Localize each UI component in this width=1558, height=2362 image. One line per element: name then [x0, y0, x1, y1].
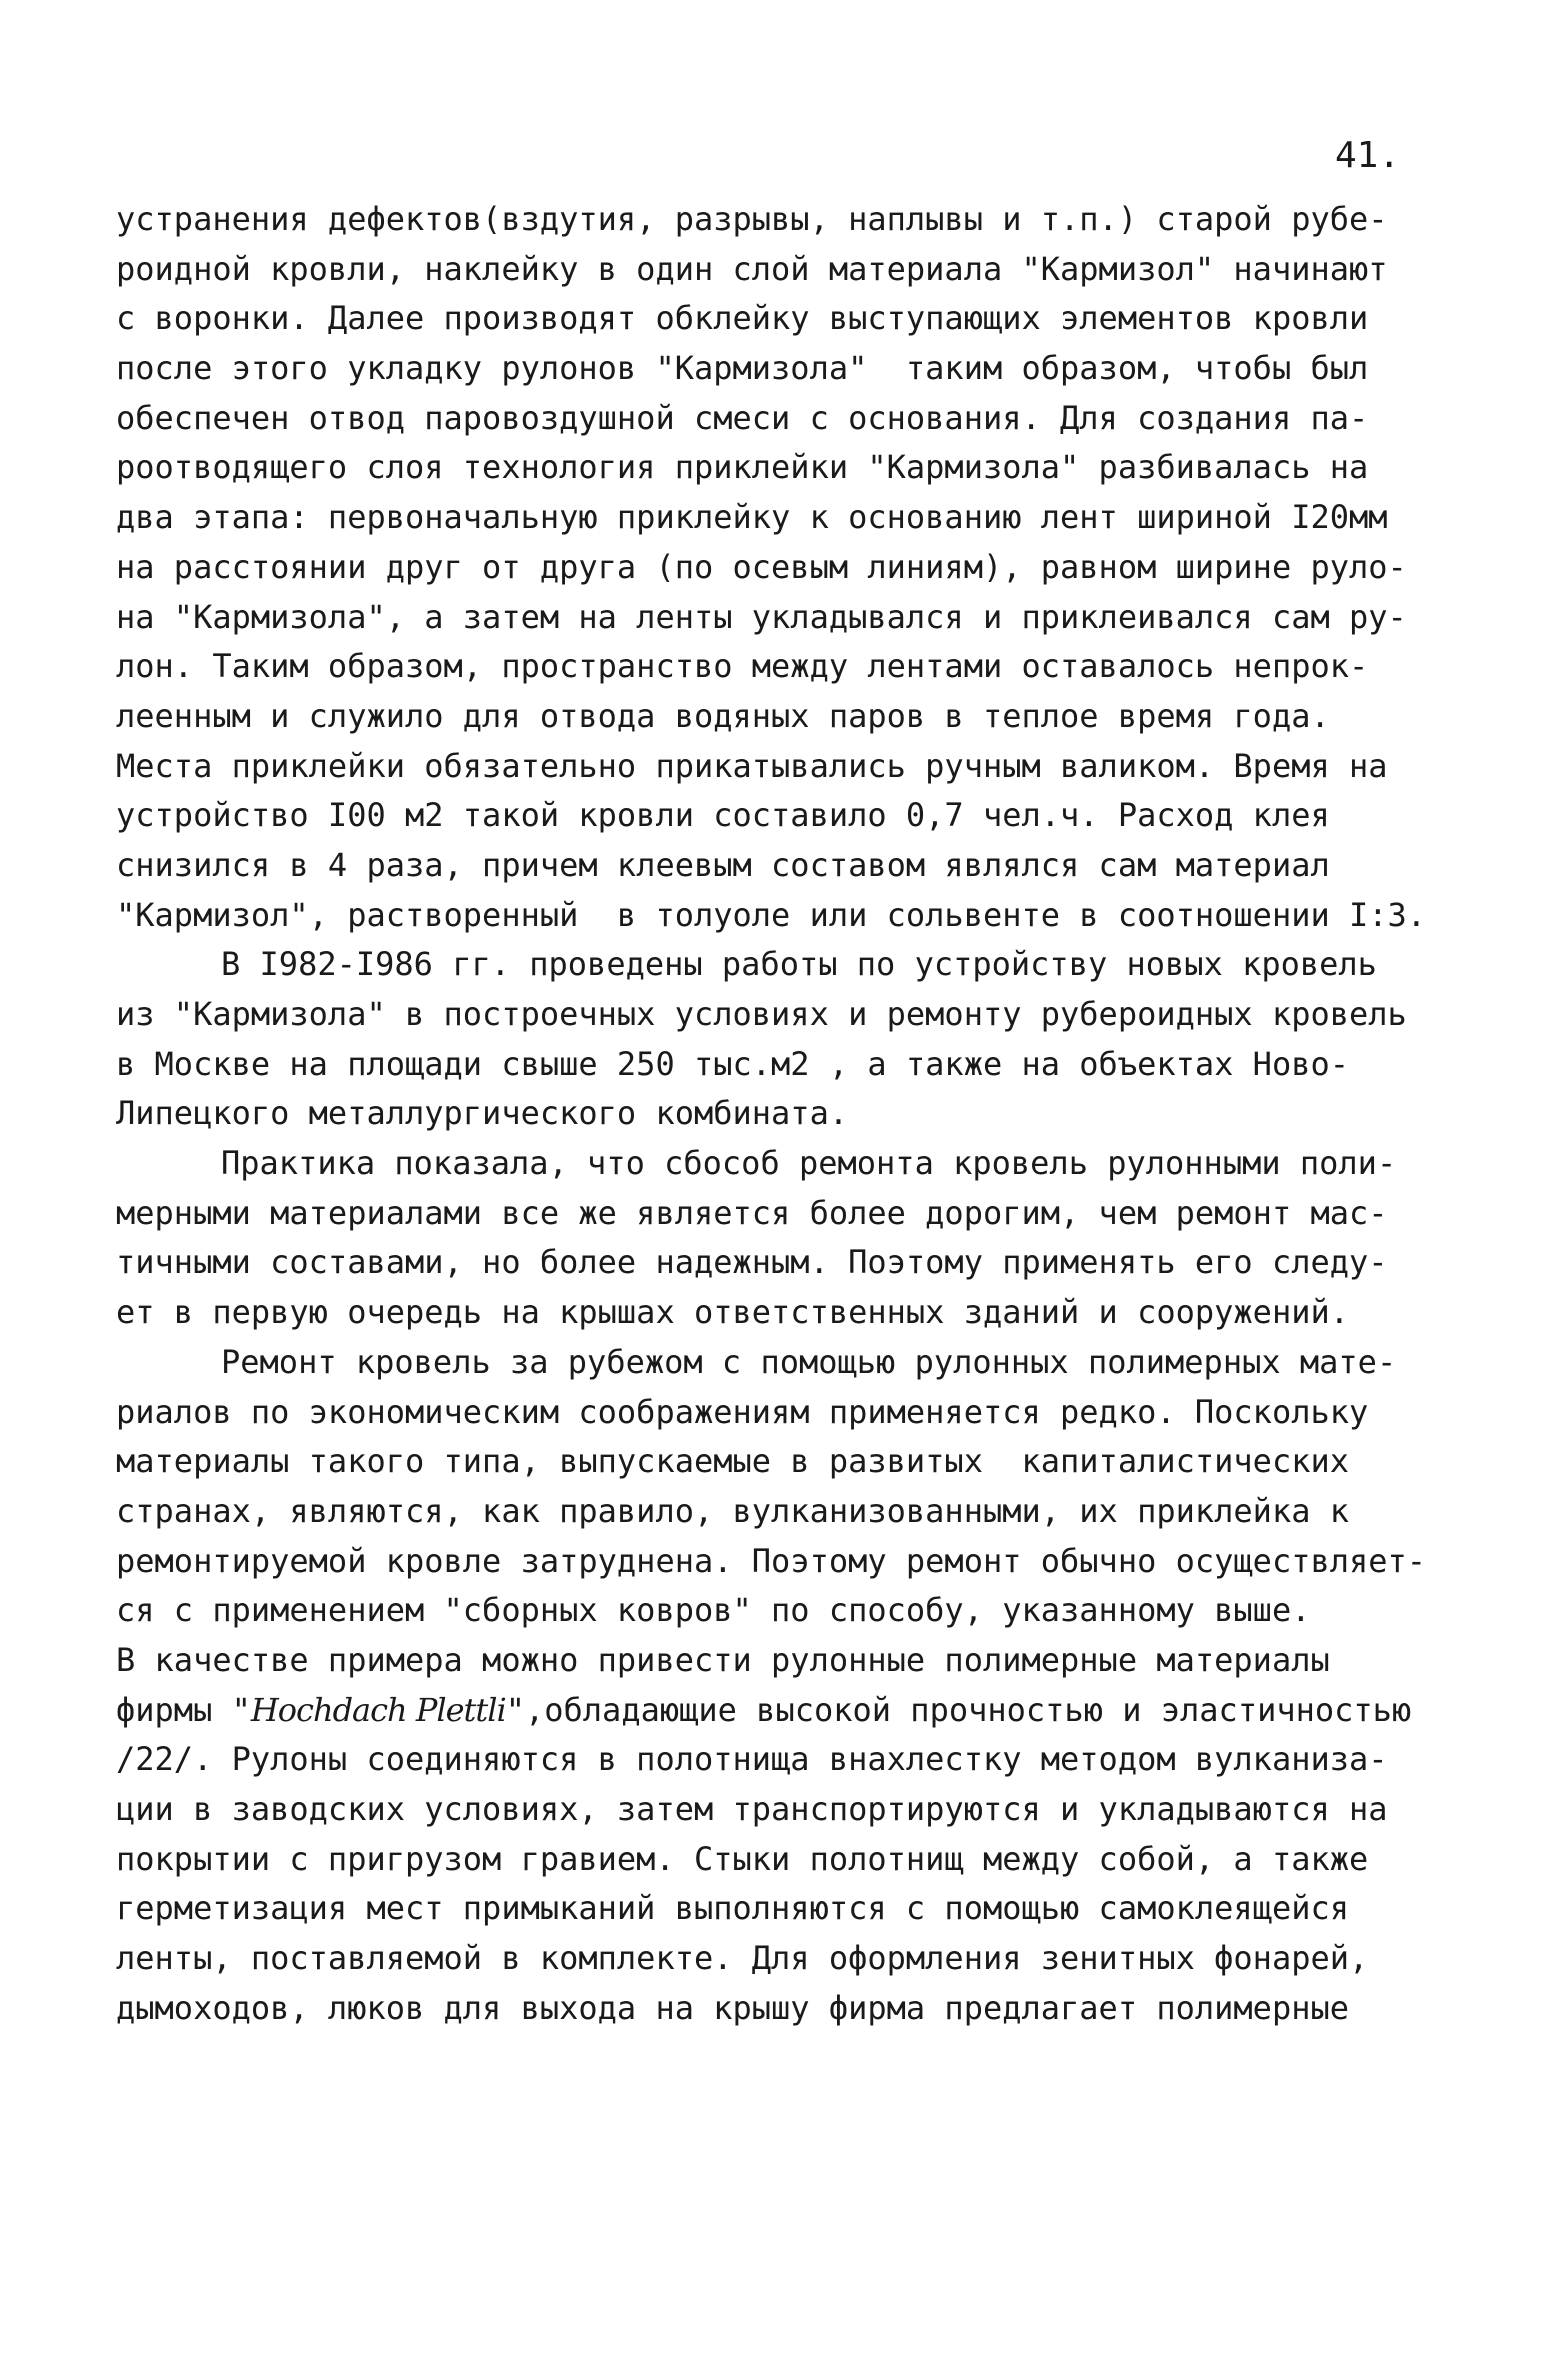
- text-line-content: ленты, поставляемой в комплекте. Для оформления зенитных фонарей,: [116, 1939, 1369, 1978]
- text-line: [116, 1735, 1506, 1785]
- text-line: [116, 543, 1506, 593]
- text-line-content: устройство I00 м2 такой кровли составило 0,7 чел.ч. Расход клея: [116, 796, 1330, 835]
- text-line-content: ции в заводских условиях, затем транспортируются и укладываются на: [116, 1790, 1388, 1828]
- text-line-content: ет в первую очередь на крышах ответственных зданий и сооружений.: [116, 1293, 1349, 1332]
- text-line-content: "Кармизол", растворенный в толуоле или сольвенте в соотношении I:3.: [116, 895, 1427, 934]
- text-line-content: риалов по экономическим соображениям применяется редко. Поскольку: [116, 1392, 1369, 1431]
- text-line-content: на расстоянии друг от друга (по осевым линиям), равном ширине руло-: [116, 547, 1407, 586]
- text-line: [116, 195, 1506, 245]
- text-line-content: дымоходов, люков для выхода на крышу фирма предлагает полимерные: [116, 1988, 1349, 2027]
- text-line: [116, 891, 1506, 941]
- text-line: [116, 742, 1506, 792]
- text-line-content: роотводящего слоя технология приклейки "Кармизола" разбивалась на: [116, 448, 1369, 487]
- text-line: [116, 1835, 1506, 1885]
- body-text: [116, 195, 1506, 2033]
- text-line: [116, 1238, 1506, 1288]
- text-line: [116, 1338, 1506, 1388]
- text-line: [116, 990, 1506, 1040]
- text-line: [116, 493, 1506, 543]
- text-line-content: покрытии с пригрузом гравием. Стыки полотнищ между собой, а также: [116, 1839, 1369, 1878]
- text-line: [116, 940, 1506, 990]
- text-line: [116, 593, 1506, 643]
- text-line: [116, 1437, 1506, 1487]
- text-line-content: леенным и служило для отвода водяных паров в теплое время года.: [116, 696, 1330, 735]
- text-line-content: Практика показала, что сбособ ремонта кровель рулонными поли-: [221, 1144, 1397, 1183]
- text-line-content: странах, являются, как правило, вулканизованными, их приклейка к: [116, 1491, 1349, 1530]
- page-number: 41.: [1335, 135, 1401, 176]
- text-line: [116, 245, 1506, 295]
- text-line: [116, 1288, 1506, 1338]
- text-line-content: фирмы ": [116, 1690, 251, 1729]
- text-line-content: после этого укладку рулонов "Кармизола" таким образом, чтобы был: [116, 349, 1369, 388]
- text-line-content: Ремонт кровель за рубежом с помощью рулонных полимерных мате-: [221, 1342, 1397, 1381]
- text-line: [116, 1785, 1506, 1835]
- text-line-content: устранения дефектов(вздутия, разрывы, наплывы и т.п.) старой рубе-: [116, 200, 1388, 238]
- text-line-content: из "Кармизола" в построечных условиях и ремонту рубероидных кровель: [116, 995, 1407, 1033]
- text-line-content: В качестве примера можно привести рулонные полимерные материалы: [116, 1640, 1330, 1679]
- text-line-content: на "Кармизола", а затем на ленты укладывался и приклеивался сам ру-: [116, 597, 1407, 636]
- text-line-content: снизился в 4 раза, причем клеевым составом являлся сам материал: [116, 845, 1330, 884]
- text-line-content: мерными материалами все же является более дорогим, чем ремонт мас-: [116, 1193, 1388, 1232]
- text-line-content: ремонтируемой кровле затруднена. Поэтому ремонт обычно осуществляет-: [116, 1541, 1427, 1580]
- text-line: [116, 1139, 1506, 1189]
- text-line-content: лон. Таким образом, пространство между лентами оставалось непрок-: [116, 647, 1369, 686]
- text-line-content: два этапа: первоначальную приклейку к основанию лент шириной I20мм: [116, 498, 1388, 537]
- text-line-content: тичными составами, но более надежным. Поэтому применять его следу-: [116, 1243, 1388, 1282]
- text-line-content: с воронки. Далее производят обклейку выступающих элементов кровли: [116, 299, 1369, 338]
- text-line: [116, 692, 1506, 742]
- text-line: [116, 642, 1506, 692]
- text-line: [116, 443, 1506, 493]
- text-line-content: обеспечен отвод паровоздушной смеси с основания. Для создания па-: [116, 398, 1369, 437]
- handwritten-company-name: Hochdach Plettli: [250, 1690, 506, 1729]
- text-line: [116, 791, 1506, 841]
- text-line-content: Места приклейки обязательно прикатывались ручным валиком. Время на: [116, 746, 1388, 785]
- text-line: [116, 344, 1506, 394]
- text-line: [116, 294, 1506, 344]
- text-line: [116, 1189, 1506, 1239]
- text-line-content: роидной кровли, наклейку в один слой материала "Кармизол" начинают: [116, 249, 1388, 288]
- text-line-content: Липецкого металлургического комбината.: [116, 1094, 849, 1133]
- text-line-content: В I982-I986 гг. проведены работы по устройству новых кровель: [221, 945, 1377, 984]
- text-line-continuation: ",обладающие высокой прочностью и эластичностью: [505, 1690, 1412, 1729]
- text-line: [116, 1089, 1506, 1139]
- text-line-content: ся с применением "сборных ковров" по способу, указанному выше.: [116, 1591, 1311, 1630]
- text-line: [116, 1636, 1506, 1686]
- text-line: [116, 1934, 1506, 1984]
- text-line-content: в Москве на площади свыше 250 тыс.м2 , а также на объектах Ново-: [116, 1044, 1349, 1083]
- text-line-content: герметизация мест примыканий выполняются с помощью самоклеящейся: [116, 1889, 1349, 1928]
- text-line-content: материалы такого типа, выпускаемые в развитых капиталистических: [116, 1442, 1349, 1481]
- text-line: [116, 1388, 1506, 1438]
- text-line: [116, 394, 1506, 444]
- text-line: [116, 1040, 1506, 1090]
- text-line: [116, 841, 1506, 891]
- text-line: [116, 1537, 1506, 1587]
- text-line: [116, 1984, 1506, 2034]
- text-line: [116, 1586, 1506, 1636]
- text-line: [116, 1487, 1506, 1537]
- text-line: [116, 1884, 1506, 1934]
- text-line-content: /22/. Рулоны соединяются в полотнища внахлестку методом вулканиза-: [116, 1740, 1388, 1779]
- text-line: [116, 1686, 1506, 1736]
